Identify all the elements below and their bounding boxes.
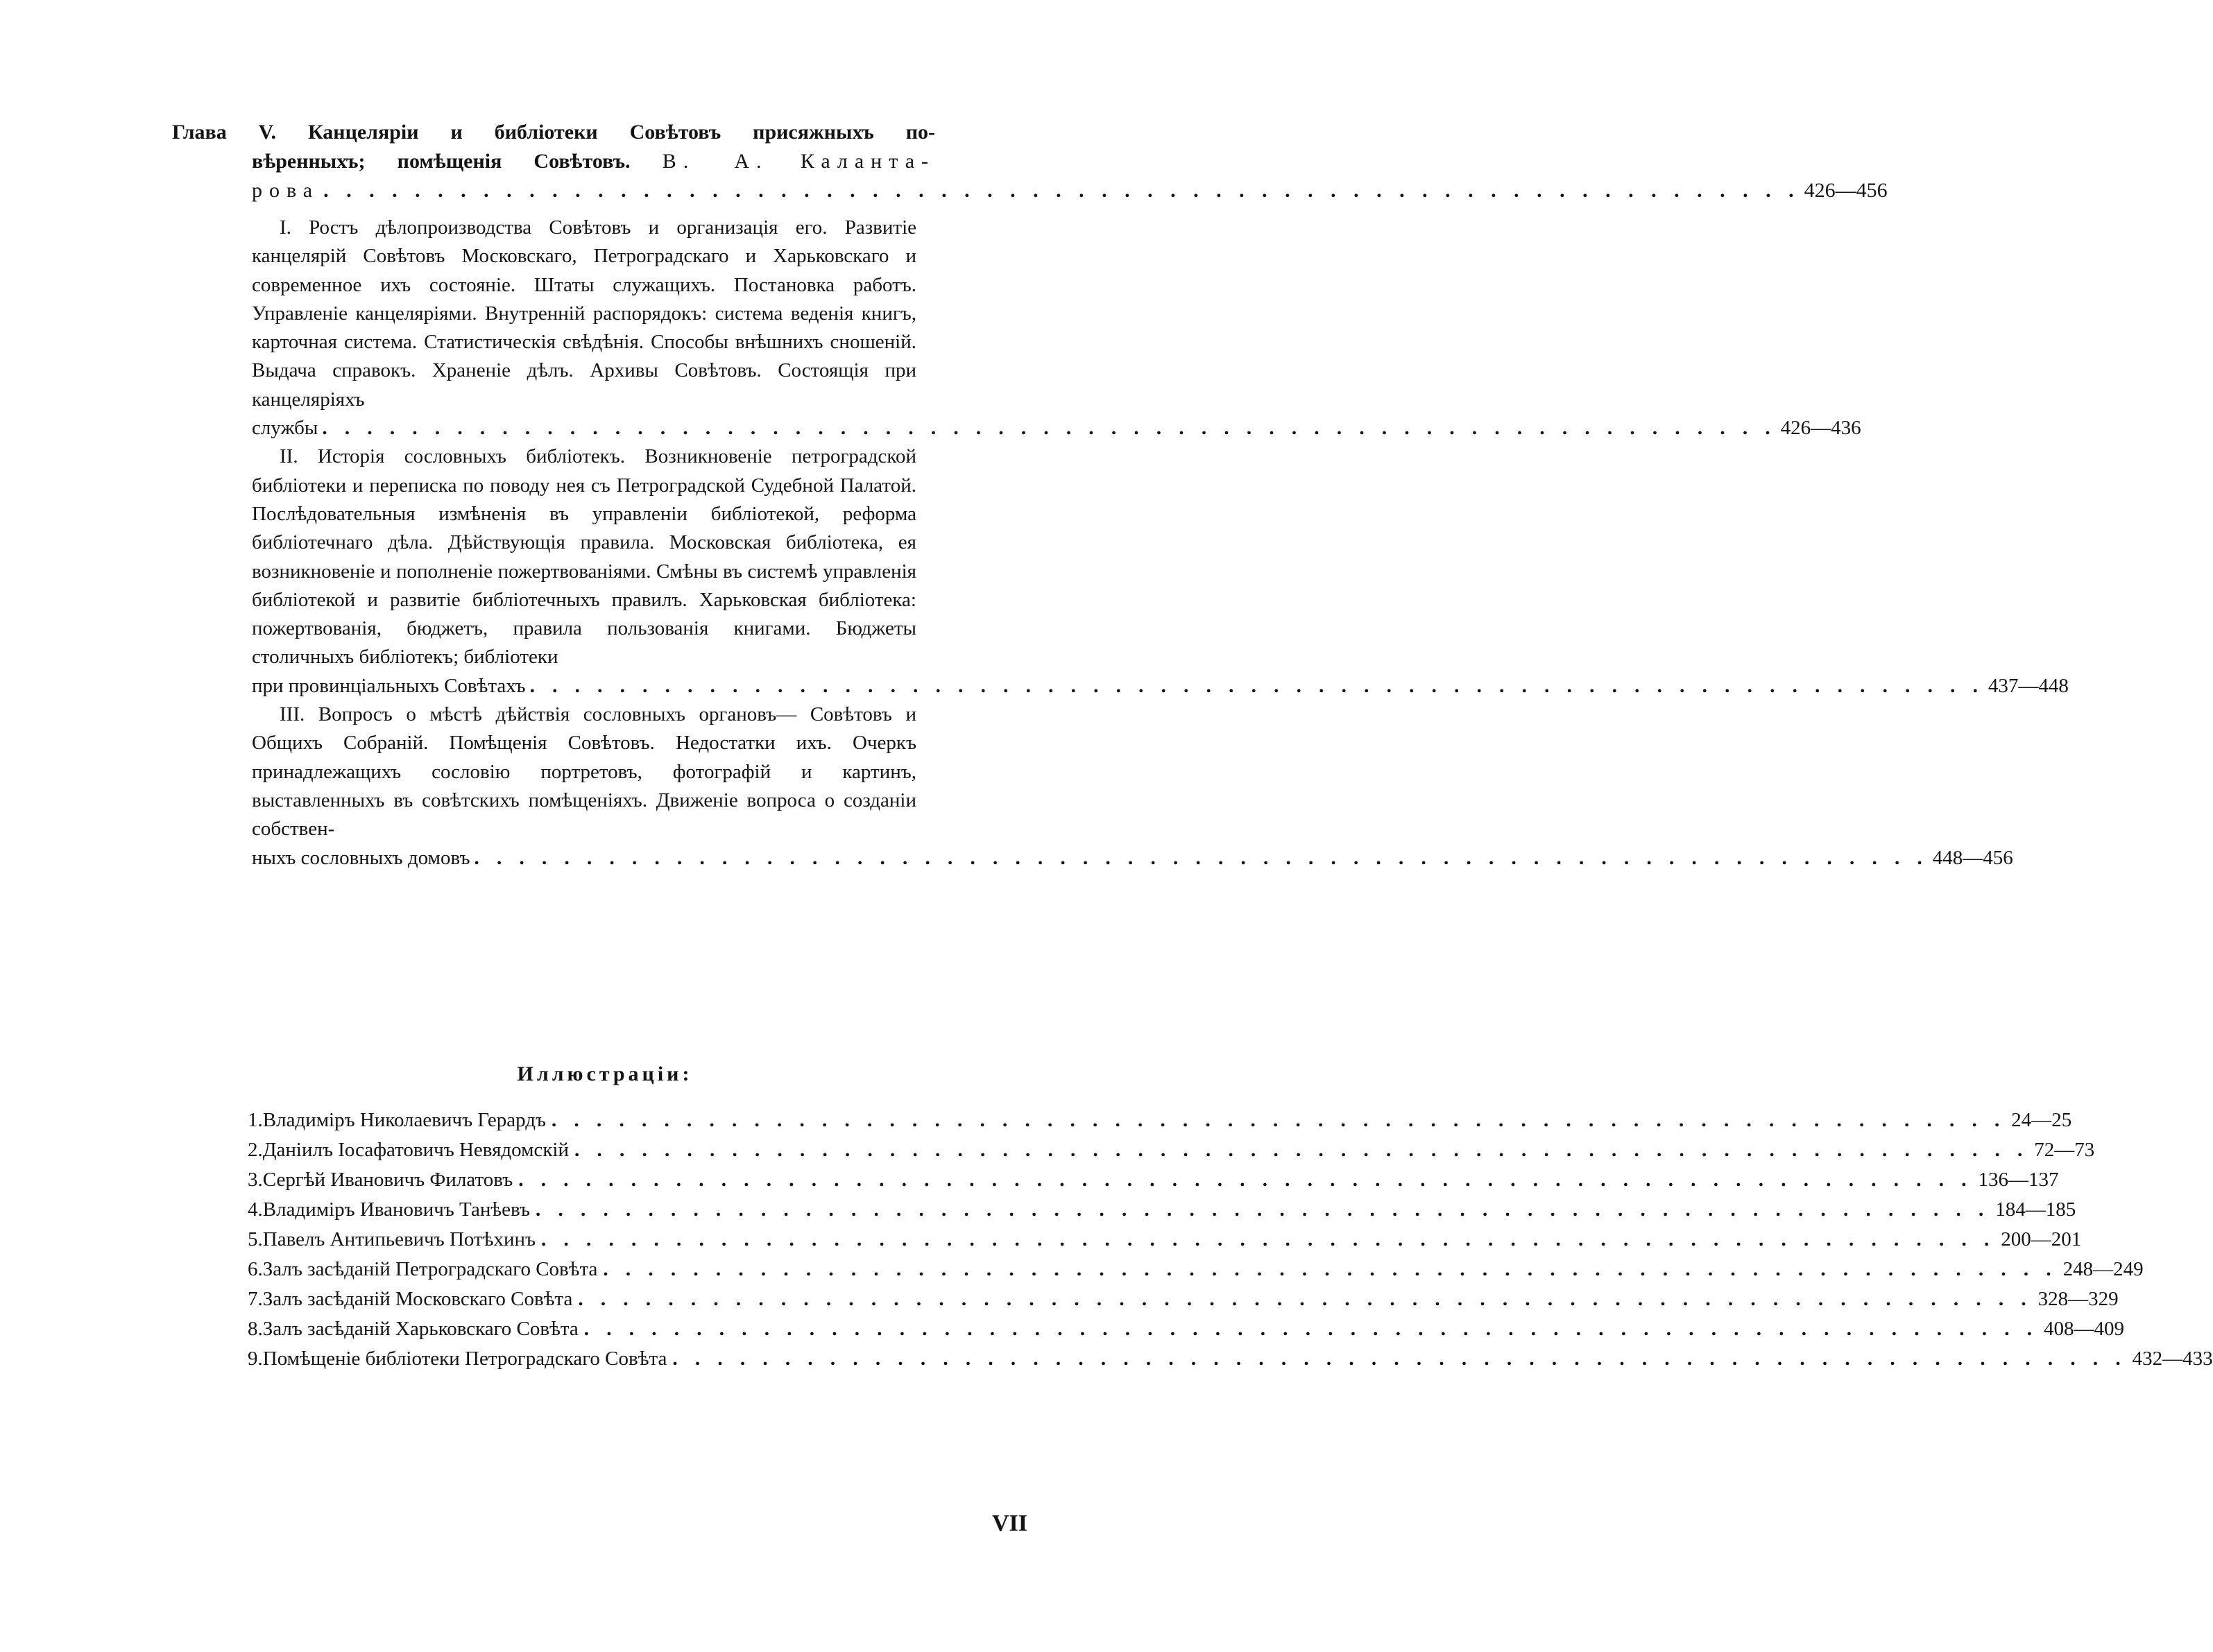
- chapter-author-initials: В. А.: [662, 150, 769, 173]
- page-number: VII: [992, 1511, 1028, 1536]
- item-name: Павелъ Антипьевичъ Потѣхинъ: [262, 1228, 536, 1250]
- leader-dots: . . . . . . . . . . . . . . . . . . . . . . . . . . . . . . . . . . . . . . . . . . . . . . . . . . . . . . . . . . . . . . . . .: [672, 1348, 2127, 1370]
- leader-dots: . . . . . . . . . . . . . . . . . . . . . . . . . . . . . . . . . . . . . . . . . . . . . . . . . . . . . . . . . . . . . . . . .: [574, 1139, 2029, 1161]
- section-2: [252, 442, 2069, 700]
- item-pages: 184—185: [1995, 1198, 2076, 1221]
- item-name: Помѣщеніе библіотеки Петроградскаго Совѣта: [262, 1348, 667, 1370]
- item-name: Залъ засѣданій Петроградскаго Совѣта: [262, 1258, 598, 1280]
- section-1-last-text: службы: [252, 417, 318, 440]
- section-2-text: II. Исторія сословныхъ библіотекъ. Возникновеніе петроградской библіотеки и переписка по поводу нея съ Петроградской Судебной Палатой. Послѣдовательныя измѣненія въ управленіи библіотекой, реформа библіотечнаго дѣла. Дѣйствующія правила. Московская библіотека, ея возникновеніе и пополненіе пожертвованіями. Смѣны въ системѣ управленія библіотекой и развитіе библіотечныхъ правилъ. Харьковская библіотека: пожертвованія, бюджетъ, правила пользованія книгами. Бюджеты столичныхъ библіотекъ; библіотеки: [252, 445, 916, 669]
- leader-dots: . . . . . . . . . . . . . . . . . . . . . . . . . . . . . . . . . . . . . . . . . . . . . . . . . . . . . . . . . . . . . . . . .: [529, 674, 1984, 697]
- section-3-last-line: [252, 844, 2013, 872]
- chapter-title-part-2: вѣренныхъ; помѣщенія Совѣтовъ.: [252, 150, 631, 173]
- section-1: [252, 214, 1861, 442]
- leader-dots: . . . . . . . . . . . . . . . . . . . . . . . . . . . . . . . . . . . . . . . . . . . . . . . . . . . . . . . . . . . . . . . . .: [578, 1288, 2033, 1310]
- item-pages: 248—249: [2062, 1258, 2144, 1280]
- item-name: Владиміръ Ивановичъ Танѣевъ: [262, 1198, 531, 1221]
- section-3-last-text: ныхъ сословныхъ домовъ: [252, 846, 470, 869]
- list-item: [248, 1135, 2095, 1165]
- item-pages: 408—409: [2043, 1318, 2124, 1340]
- item-pages: 136—137: [1978, 1169, 2059, 1191]
- chapter-author-line: [172, 176, 1888, 205]
- item-number: 9.: [248, 1348, 263, 1370]
- leader-dots: . . . . . . . . . . . . . . . . . . . . . . . . . . . . . . . . . . . . . . . . . . . . . . . . . . . . . . . . . . . . . . . . .: [322, 417, 1777, 440]
- section-3-pages: 448—456: [1932, 846, 2013, 869]
- section-1-pages: 426—436: [1780, 417, 1861, 440]
- leader-dots: . . . . . . . . . . . . . . . . . . . . . . . . . . . . . . . . . . . . . . . . . . . . . . . . . . . . . . . . . . . . . . . . .: [583, 1318, 2038, 1340]
- leader-dots: . . . . . . . . . . . . . . . . . . . . . . . . . . . . . . . . . . . . . . . . . . . . . . . . . . . . . . . . . . . . . . . . .: [552, 1109, 2006, 1131]
- leader-dots: . . . . . . . . . . . . . . . . . . . . . . . . . . . . . . . . . . . . . . . . . . . . . . . . . . . . . . . . . . . . . . . . .: [323, 179, 1800, 202]
- item-pages: 328—329: [2037, 1288, 2119, 1310]
- item-number: 8.: [248, 1318, 263, 1340]
- item-number: 5.: [248, 1228, 263, 1250]
- leader-dots: . . . . . . . . . . . . . . . . . . . . . . . . . . . . . . . . . . . . . . . . . . . . . . . . . . . . . . . . . . . . . . . . .: [603, 1258, 2058, 1280]
- leader-dots: . . . . . . . . . . . . . . . . . . . . . . . . . . . . . . . . . . . . . . . . . . . . . . . . . . . . . . . . . . . . . . . . .: [536, 1198, 1990, 1221]
- list-item: [248, 1165, 2059, 1195]
- item-name: Сергѣй Ивановичъ Филатовъ: [262, 1169, 513, 1191]
- chapter-title-part-1: Канцеляріи и библіотеки Совѣтовъ присяжныхъ по-: [307, 121, 936, 144]
- chapter-title-line-1: [172, 118, 935, 147]
- section-2-last-line: [252, 672, 2069, 700]
- item-name: Даніилъ Іосафатовичъ Невядомскій: [262, 1139, 569, 1161]
- leader-dots: . . . . . . . . . . . . . . . . . . . . . . . . . . . . . . . . . . . . . . . . . . . . . . . . . . . . . . . . . . . . . . . . .: [518, 1169, 1973, 1191]
- chapter-title-line-2: [172, 147, 935, 176]
- list-item: [248, 1314, 2124, 1344]
- item-pages: 24—25: [2011, 1109, 2072, 1131]
- illustrations-heading: Иллюстраціи:: [517, 1062, 693, 1085]
- list-item: [248, 1344, 2213, 1374]
- chapter-label: Глава V.: [172, 121, 276, 144]
- item-pages: 432—433: [2132, 1348, 2213, 1370]
- section-1-text: I. Ростъ дѣлопроизводства Совѣтовъ и организація его. Развитіе канцелярій Совѣтовъ Московскаго, Петроградскаго и Харьковскаго и современное ихъ состояніе. Штаты служащихъ. Постановка работъ. Управленіе канцеляріями. Внутренній распорядокъ: система веденія книгъ, карточная система. Статистическія свѣдѣнія. Способы внѣшнихъ сношеній. Выдача справокъ. Храненіе дѣлъ. Архивы Совѣтовъ. Состоящія при канцеляріяхъ: [252, 216, 916, 411]
- chapter-author-part-1: Каланта-: [800, 150, 936, 173]
- list-item: [248, 1195, 2076, 1225]
- item-pages: 200—201: [2001, 1228, 2082, 1250]
- chapter-sections: [252, 214, 2069, 872]
- illustrations-list: [248, 1105, 2213, 1374]
- leader-dots: . . . . . . . . . . . . . . . . . . . . . . . . . . . . . . . . . . . . . . . . . . . . . . . . . . . . . . . . . . . . . . . . .: [474, 846, 1929, 869]
- chapter-pages: 426—456: [1804, 179, 1888, 202]
- list-item: [248, 1105, 2072, 1135]
- section-3: [252, 700, 2013, 872]
- list-item: [248, 1284, 2119, 1314]
- chapter-author-part-2: рова: [252, 179, 320, 202]
- section-2-pages: 437—448: [1988, 674, 2069, 697]
- item-number: 3.: [248, 1169, 263, 1191]
- item-number: 7.: [248, 1288, 263, 1310]
- item-name: Владиміръ Николаевичъ Герардъ: [262, 1109, 546, 1131]
- list-item: [248, 1225, 2082, 1255]
- chapter-heading: [172, 118, 1888, 205]
- list-item: [248, 1255, 2144, 1284]
- item-name: Залъ засѣданій Московскаго Совѣта: [262, 1288, 573, 1310]
- section-3-text: III. Вопросъ о мѣстѣ дѣйствія сословныхъ органовъ— Совѣтовъ и Общихъ Собраній. Помѣщенія Совѣтовъ. Недостатки ихъ. Очеркъ принадлежащихъ сословію портретовъ, фотографій и картинъ, выставленныхъ въ совѣтскихъ помѣщеніяхъ. Движеніе вопроса о созданіи собствен-: [252, 703, 916, 841]
- item-number: 2.: [248, 1139, 263, 1161]
- item-number: 1.: [248, 1109, 263, 1131]
- item-number: 4.: [248, 1198, 263, 1221]
- item-number: 6.: [248, 1258, 263, 1280]
- item-pages: 72—73: [2034, 1139, 2095, 1161]
- leader-dots: . . . . . . . . . . . . . . . . . . . . . . . . . . . . . . . . . . . . . . . . . . . . . . . . . . . . . . . . . . . . . . . . .: [541, 1228, 1996, 1250]
- item-name: Залъ засѣданій Харьковскаго Совѣта: [262, 1318, 579, 1340]
- section-2-last-text: при провинціальныхъ Совѣтахъ: [252, 674, 526, 697]
- section-1-last-line: [252, 414, 1861, 442]
